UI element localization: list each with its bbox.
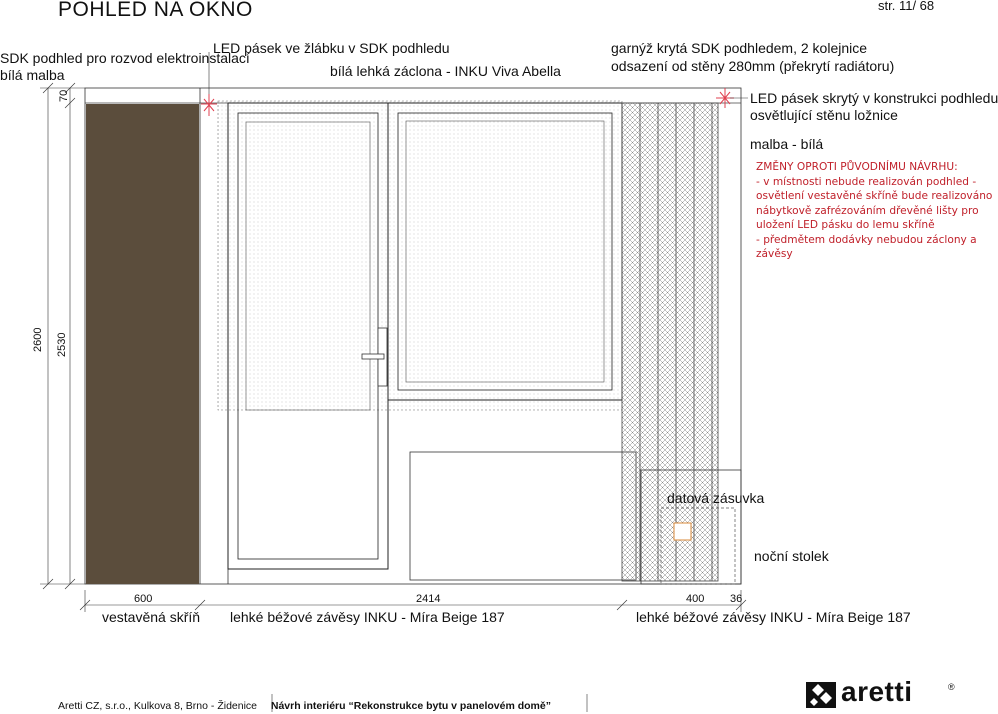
label-data-socket: datová zásuvka xyxy=(667,490,765,506)
wardrobe-block xyxy=(86,104,199,584)
label-white-paint-left: bílá malba xyxy=(0,67,65,83)
dim-width-window: 2414 xyxy=(416,593,441,605)
dim-ceiling-drop: 70 xyxy=(58,89,70,102)
changes-note-line: osvětlení vestavěné skříně bude realizováno xyxy=(756,190,993,202)
label-led-hidden-2: osvětlující stěnu ložnice xyxy=(750,107,898,123)
dim-width-right: 400 xyxy=(686,593,705,605)
changes-note-heading: ZMĚNY OPROTI PŮVODNÍMU NÁVRHU: xyxy=(756,161,958,173)
changes-note-line: uložení LED pásku do lemu skříně xyxy=(756,219,935,231)
dim-width-gap: 36 xyxy=(730,593,743,605)
label-wardrobe: vestavěná skříň xyxy=(102,609,201,625)
changes-note-line: - předmětem dodávky nebudou záclony a xyxy=(756,233,977,246)
radiator xyxy=(410,452,636,580)
footer-company: Aretti CZ, s.r.o., xyxy=(58,700,131,712)
label-curtain-white: bílá lehká záclona - INKU Viva Abella xyxy=(330,63,561,79)
label-curtain-rod: garnýž krytá SDK podhledem, 2 kolejnice xyxy=(611,40,868,56)
dim-height-total: 2600 xyxy=(32,327,44,352)
page-title: POHLED NA OKNO xyxy=(58,0,253,21)
changes-note-line: - v místnosti nebude realizován podhled - xyxy=(756,175,977,188)
label-led-strip-rail: LED pásek ve žlábku v SDK podhledu xyxy=(213,40,450,56)
curtain-right xyxy=(622,103,718,581)
label-curtains-right: lehké béžové závěsy INKU - Míra Beige 187 xyxy=(636,609,911,625)
aretti-logo-text: aretti xyxy=(841,676,913,707)
label-rod-offset: odsazení od stěny 280mm (překrytí radiátoru) xyxy=(611,58,895,74)
footer-project-label: Návrh interiéru xyxy=(270,700,346,712)
footer-address: Kulkova 8, Brno - Židenice xyxy=(133,700,258,712)
registered-mark: ® xyxy=(948,682,955,692)
led-marker-icon xyxy=(201,94,217,116)
page-number: str. 11/ 68 xyxy=(878,0,935,13)
footer-project-name: “Rekonstrukce bytu v panelovém domě” xyxy=(348,700,551,712)
label-led-hidden-1: LED pásek skrytý v konstrukci podhledu xyxy=(750,90,998,106)
label-sdk-ceiling: SDK podhled pro rozvod elektroinstalací xyxy=(0,50,250,66)
dim-width-wardrobe: 600 xyxy=(134,593,153,605)
label-curtains-left: lehké béžové závěsy INKU - Míra Beige 187 xyxy=(230,609,505,625)
footer xyxy=(58,700,551,712)
changes-note-line: nábytkově zafrézováním dřevěné lišty pro xyxy=(756,204,979,217)
data-socket xyxy=(674,523,691,540)
changes-note-line: závěsy xyxy=(756,248,793,260)
label-white-paint-right: malba - bílá xyxy=(750,136,824,152)
sheer-curtain xyxy=(218,101,622,410)
aretti-logo xyxy=(806,676,956,710)
dim-height-room: 2530 xyxy=(56,332,68,357)
label-night-table: noční stolek xyxy=(754,548,829,564)
aretti-logo-icon xyxy=(806,682,836,708)
